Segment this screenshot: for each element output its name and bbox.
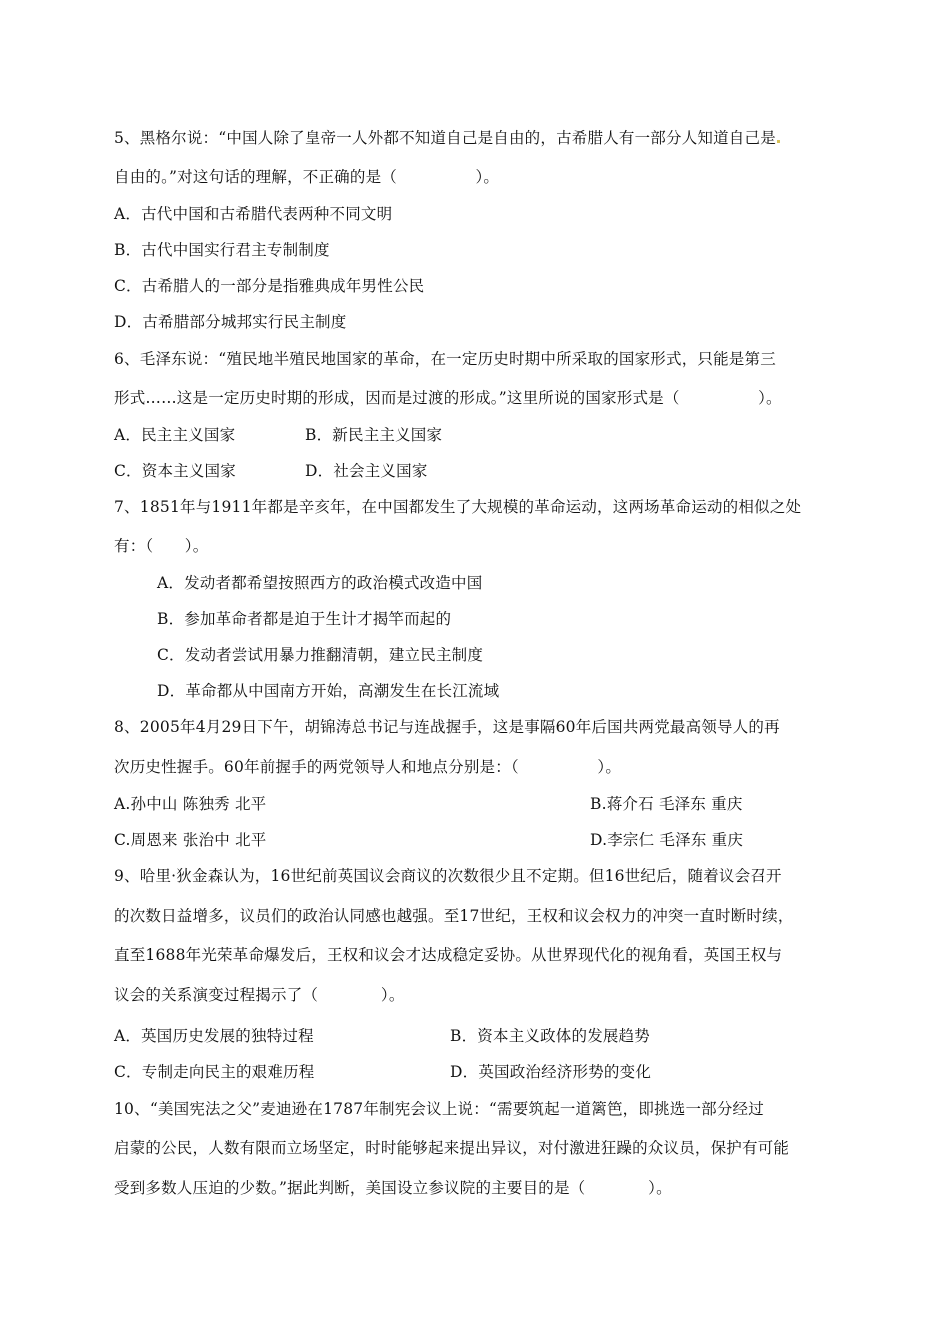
q7-option-d: D．革命都从中国南方开始，高潮发生在长江流域	[157, 682, 500, 700]
q5-option-c: C．古希腊人的一部分是指雅典成年男性公民	[114, 277, 425, 295]
q9-stem-line4: 议会的关系演变过程揭示了（ ）。	[114, 986, 405, 1004]
q8-stem-line2: 次历史性握手。60年前握手的两党领导人和地点分别是：（ ）。	[114, 758, 622, 776]
q8-option-b: B.蒋介石 毛泽东 重庆	[590, 795, 743, 813]
q6-option-a: A．民主主义国家	[114, 426, 236, 444]
q9-option-b: B．资本主义政体的发展趋势	[450, 1027, 650, 1045]
q6-stem-line1: 6、毛泽东说：“殖民地半殖民地国家的革命，在一定历史时期中所采取的国家形式，只能是第三	[114, 350, 776, 368]
q7-option-b: B．参加革命者都是迫于生计才揭竿而起的	[157, 610, 452, 628]
q9-stem-line3: 直至1688年光荣革命爆发后，王权和议会才达成稳定妥协。从世界现代化的视角看，英国王权与	[114, 946, 783, 964]
q10-stem-line2: 启蒙的公民，人数有限而立场坚定，时时能够起来提出异议，对付激进狂躁的众议员，保护有可能	[114, 1139, 790, 1157]
q7-stem-line1: 7、1851年与1911年都是辛亥年，在中国都发生了大规模的革命运动，这两场革命运动的相似之处	[114, 498, 802, 516]
q8-stem-line1: 8、2005年4月29日下午，胡锦涛总书记与连战握手，这是事隔60年后国共两党最高领导人的再	[114, 718, 780, 736]
q8-option-a: A.孙中山 陈独秀 北平	[114, 795, 267, 813]
q6-stem-line2: 形式……这是一定历史时期的形成，因而是过渡的形成。”这里所说的国家形式是（ ）。	[114, 389, 782, 407]
q7-option-a: A．发动者都希望按照西方的政治模式改造中国	[157, 574, 483, 592]
q7-option-c: C．发动者尝试用暴力推翻清朝，建立民主制度	[157, 646, 484, 664]
q5-option-b: B．古代中国实行君主专制制度	[114, 241, 330, 259]
q9-option-c: C．专制走向民主的艰难历程	[114, 1063, 315, 1081]
q5-stem-line2: 自由的。”对这句话的理解，不正确的是（ ）。	[114, 168, 500, 186]
q6-option-c: C．资本主义国家	[114, 462, 236, 480]
q8-option-d: D.李宗仁 毛泽东 重庆	[590, 831, 744, 849]
q9-option-a: A．英国历史发展的独特过程	[114, 1027, 314, 1045]
q6-option-b: B．新民主主义国家	[305, 426, 443, 444]
q9-stem-line1: 9、哈里·狄金森认为，16世纪前英国议会商议的次数很少且不定期。但16世纪后，随着议会召开	[114, 867, 782, 885]
q9-stem-line2: 的次数日益增多，议员们的政治认同感也越强。至17世纪，王权和议会权力的冲突一直时断时续，	[114, 907, 794, 925]
q10-stem-line3: 受到多数人压迫的少数。”据此判断，美国设立参议院的主要目的是（ ）。	[114, 1179, 672, 1197]
q7-stem-line2: 有：（ ）。	[114, 537, 209, 555]
q8-option-c: C.周恩来 张治中 北平	[114, 831, 267, 849]
q9-option-d: D．英国政治经济形势的变化	[450, 1063, 652, 1081]
q5-option-d: D．古希腊部分城邦实行民主制度	[114, 313, 347, 331]
q10-stem-line1: 10、“美国宪法之父”麦迪逊在1787年制宪会议上说：“需要筑起一道篱笆，即挑选一部分经过	[114, 1100, 764, 1118]
q5-stem-line1	[114, 128, 780, 148]
q5-stem-text: 5、黑格尔说：“中国人除了皇帝一人外都不知道自己是自由的，古希腊人有一部分人知道自己是	[114, 129, 776, 147]
mark-dot	[777, 140, 780, 143]
q6-option-d: D．社会主义国家	[305, 462, 428, 480]
q5-option-a: A．古代中国和古希腊代表两种不同文明	[114, 205, 393, 223]
